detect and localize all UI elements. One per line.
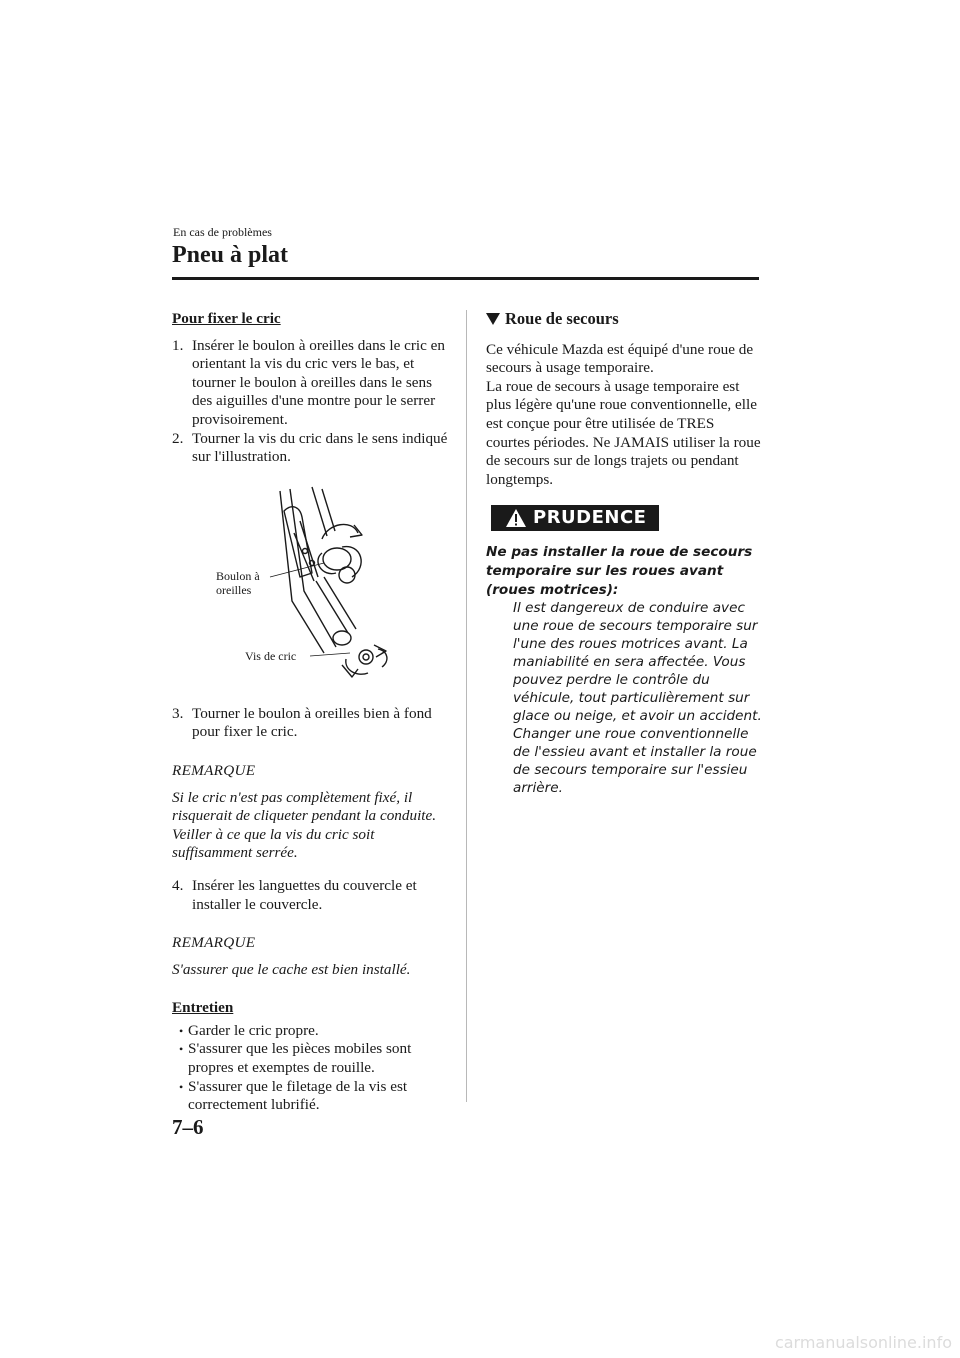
step-text: Tourner le boulon à oreilles bien à fond pour fixer le cric. xyxy=(192,704,432,741)
bullet-icon: • xyxy=(179,1023,184,1038)
step-number: 1. xyxy=(172,336,184,354)
step-4 xyxy=(172,877,452,914)
warning-title: Ne pas installer la roue de secours temporaire sur les roues avant (roues motrices): xyxy=(486,544,753,598)
label-wing-bolt: Boulon à oreilles xyxy=(216,568,260,597)
step-text: Insérer les languettes du couvercle et installer le couvercle. xyxy=(192,876,417,913)
label-jack-screw: Vis de cric xyxy=(245,648,297,663)
paragraph: La roue de secours à usage temporaire est plus légère qu'une roue conventionnelle, elle est conçue pour être utilisée de TRES courtes périodes. Ne JAMAIS utiliser la roue de secours sur de longs trajets ou pendant longtemps. xyxy=(486,377,761,488)
list-item-text: S'assurer que les pièces mobiles sont propres et exemptes de rouille. xyxy=(188,1040,412,1077)
warning-banner xyxy=(491,505,659,531)
step-number: 2. xyxy=(172,429,184,447)
note-text: S'assurer que le cache est bien installé. xyxy=(172,960,411,978)
page-number: 7–6 xyxy=(172,1115,204,1139)
step-2 xyxy=(172,430,452,467)
page-title: Pneu à plat xyxy=(172,242,289,268)
warning-body: Il est dangereux de conduire avec une roue de secours temporaire sur l'une des roues motrices avant. La maniabilité en sera affectée. Vous pouvez perdre le contrôle du véhicule, tout particulièrement sur glace ou neige, et avoir un accident. Changer une roue conventionnelle de l'essieu avant et installer la roue de secours temporaire sur l'essieu arrière. xyxy=(513,600,762,797)
watermark: carmanualsonline.info xyxy=(774,1333,952,1352)
note-label: REMARQUE xyxy=(172,761,256,779)
heading-maintenance: Entretien xyxy=(172,999,234,1017)
list-item xyxy=(172,1022,452,1041)
bullet-icon: • xyxy=(179,1042,184,1057)
bullet-icon: • xyxy=(179,1079,184,1094)
heading-text: Roue de secours xyxy=(505,309,619,328)
paragraph: Ce véhicule Mazda est équipé d'une roue de secours à usage temporaire. xyxy=(486,340,754,377)
list-item-text: S'assurer que le filetage de la vis est correctement lubrifié. xyxy=(188,1077,408,1114)
step-text: Tourner la vis du cric dans le sens indiqué sur l'illustration. xyxy=(192,429,448,466)
right-column xyxy=(486,310,761,797)
column-divider xyxy=(466,310,467,1102)
heading-fix-jack: Pour fixer le cric xyxy=(172,310,281,327)
triangle-down-icon xyxy=(486,313,500,325)
step-number: 3. xyxy=(172,704,184,722)
heading-spare-wheel xyxy=(486,310,761,329)
list-item xyxy=(172,1040,452,1077)
note-text: Si le cric n'est pas complètement fixé, il risquerait de cliqueter pendant la conduite. Veiller à ce que la vis du cric soit suffisamment serrée. xyxy=(172,788,437,862)
left-column xyxy=(172,310,452,1115)
note-label: REMARQUE xyxy=(172,934,256,952)
warning-icon xyxy=(505,508,527,528)
list-item-text: Garder le cric propre. xyxy=(188,1021,319,1039)
jack-illustration xyxy=(172,481,452,691)
title-rule xyxy=(172,277,759,280)
step-text: Insérer le boulon à oreilles dans le cric en orientant la vis du cric vers le bas, et tourner le boulon à oreilles dans le sens des aiguilles d'une montre pour le serrer provisoirement. xyxy=(192,336,446,428)
list-item xyxy=(172,1078,452,1115)
step-3 xyxy=(172,705,452,742)
step-1 xyxy=(172,337,452,430)
jack-drawing xyxy=(172,481,452,691)
warning-label: PRUDENCE xyxy=(533,507,647,529)
step-number: 4. xyxy=(172,876,184,894)
section-label: En cas de problèmes xyxy=(173,225,272,239)
